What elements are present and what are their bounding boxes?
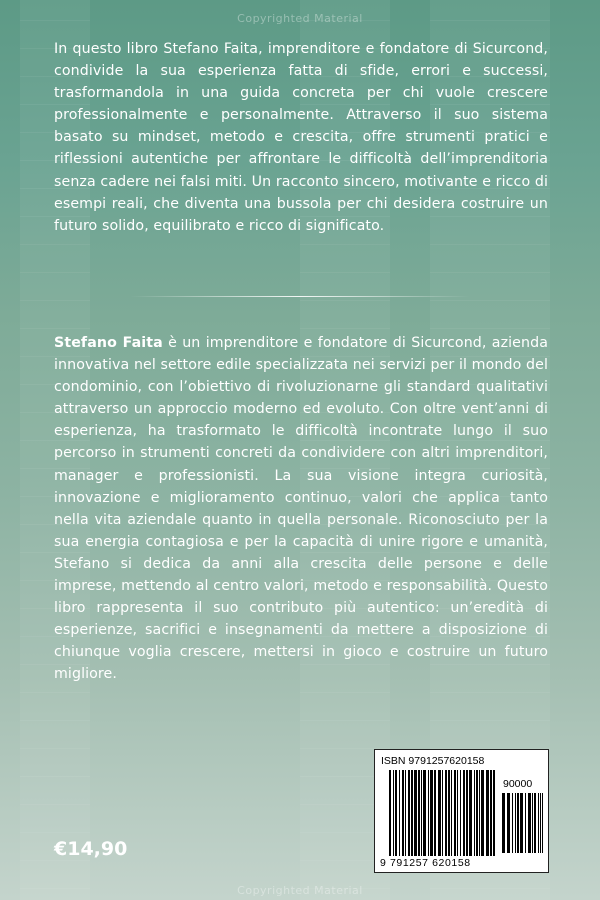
barcode-bar xyxy=(463,770,465,856)
building-window-line xyxy=(300,272,390,273)
building-window-line xyxy=(20,804,90,805)
barcode-bar xyxy=(411,770,413,856)
isbn-label: ISBN 9791257620158 xyxy=(381,755,485,767)
barcode-bar xyxy=(490,770,492,856)
barcode-bar xyxy=(414,770,417,856)
addon-barcode xyxy=(502,793,544,869)
barcode-bar xyxy=(525,793,526,853)
barcode-bar xyxy=(454,770,456,856)
building-window-line xyxy=(300,720,390,721)
building-window-line xyxy=(20,300,90,301)
barcode-bar xyxy=(486,770,489,856)
building-window-line xyxy=(430,720,550,721)
barcode-box xyxy=(374,749,549,873)
barcode-bar xyxy=(448,770,450,856)
barcode-bar xyxy=(493,770,495,856)
barcode-bar xyxy=(512,793,513,853)
barcode-bar xyxy=(542,793,543,853)
building-window-line xyxy=(430,244,550,245)
barcode-bar xyxy=(479,770,480,856)
watermark-top: Copyrighted Material xyxy=(237,12,363,25)
barcode-bar xyxy=(423,770,426,856)
building-window-line xyxy=(300,244,390,245)
barcode-bar xyxy=(421,770,422,856)
building-window-line xyxy=(430,300,550,301)
ean-digits: 9 791257 620158 xyxy=(380,857,471,869)
description-text: In questo libro Stefano Faita, imprenditore e fondatore di Sicurcond, condivide la sua esperienza fatta di sfide, errori e successi, trasformandola in una guida concreta per chi vuole crescere professionalmente e personalmente. Attraverso il suo sistema basato su mindset, metodo e crescita, offre strumenti pratici e riflessioni autentiche per affrontare le difficoltà dell’imprenditoria senza cadere nei falsi miti. Un racconto sincero, motivante e ricco di esempi reali, che diventa una bussola per chi desidera costruire un futuro solido, equilibrato e ricco di significato. xyxy=(54,41,548,234)
building-window-line xyxy=(430,272,550,273)
barcode-bar xyxy=(418,770,420,856)
barcode-bar xyxy=(515,793,516,853)
barcode-bar xyxy=(507,793,510,853)
barcode-bar xyxy=(466,770,468,856)
bio-text: è un imprenditore e fondatore di Sicurcond, azienda innovativa nel settore edile specializzata nei servizi per il mondo del condominio, con l’obiettivo di rivoluzionarne gli standard qualitativi attraverso un approccio moderno ed evoluto. Con oltre vent’anni di esperienza, ha trasformato le difficoltà incontrate lungo il suo percorso in strumenti concreti da condividere con altri imprenditori, manager e professionisti. La sua visione integra curiosità, innovazione e miglioramento continuo, valori che applica tanto nella vita aziendale quanto in quella personale. Riconosciuto per la sua energia contagiosa e per la capacità di unire rigore e umanità, Stefano si dedica da anni alla crescita delle persone e delle imprese, mettendo al centro valori, metodo e responsabilità. Questo libro rappresenta il suo contributo più autentico: un’eredità di esperienze, sacrifici e insegnamenti da mettere a disposizione di chiunque voglia crescere, mettersi in gioco e costruire un futuro migliore. xyxy=(54,335,548,683)
price: €14,90 xyxy=(54,838,128,860)
barcode-bar xyxy=(408,770,410,856)
building-window-line xyxy=(20,720,90,721)
building-window-line xyxy=(300,300,390,301)
barcode-bar xyxy=(538,793,539,853)
barcode-bar xyxy=(474,770,475,856)
barcode-bar xyxy=(395,770,397,856)
barcode-bar xyxy=(389,770,391,856)
building-window-line xyxy=(20,272,90,273)
divider xyxy=(130,296,470,297)
barcode-bar xyxy=(481,770,484,856)
author-bio xyxy=(54,332,548,686)
building-window-line xyxy=(430,692,550,693)
bio-paragraph xyxy=(54,332,548,686)
building-window-line xyxy=(20,860,90,861)
building-window-line xyxy=(300,692,390,693)
book-description xyxy=(54,38,548,237)
barcode-bar xyxy=(430,770,433,856)
barcode-bar xyxy=(428,770,429,856)
building-window-line xyxy=(20,776,90,777)
barcode-bar xyxy=(402,770,404,856)
barcode-bar xyxy=(540,793,541,853)
barcode-bar xyxy=(438,770,441,856)
barcode-bar xyxy=(517,793,519,853)
addon-code: 90000 xyxy=(503,778,533,790)
building-window-line xyxy=(20,692,90,693)
barcode-bar xyxy=(399,770,400,856)
barcode-bar xyxy=(476,770,478,856)
barcode-bar xyxy=(442,770,443,856)
barcode-bar xyxy=(520,793,523,853)
building-window-line xyxy=(20,832,90,833)
author-name: Stefano Faita xyxy=(54,335,163,351)
barcode-bar xyxy=(460,770,461,856)
barcode-bar xyxy=(532,793,533,853)
barcode-bar xyxy=(393,770,394,856)
building-window-line xyxy=(20,328,90,329)
barcode-bar xyxy=(457,770,458,856)
building-window-line xyxy=(20,748,90,749)
barcode-bar xyxy=(434,770,436,856)
barcode-bar xyxy=(405,770,406,856)
building-window-line xyxy=(430,328,550,329)
barcode-bar xyxy=(534,793,536,853)
ean-barcode xyxy=(389,770,497,856)
barcode-bar xyxy=(502,793,505,853)
barcode-bar xyxy=(528,793,531,853)
building-window-line xyxy=(20,244,90,245)
barcode-bar xyxy=(469,770,472,856)
building-window-line xyxy=(300,328,390,329)
barcode-bar xyxy=(451,770,452,856)
watermark-bottom: Copyrighted Material xyxy=(237,884,363,897)
barcode-bar xyxy=(445,770,447,856)
